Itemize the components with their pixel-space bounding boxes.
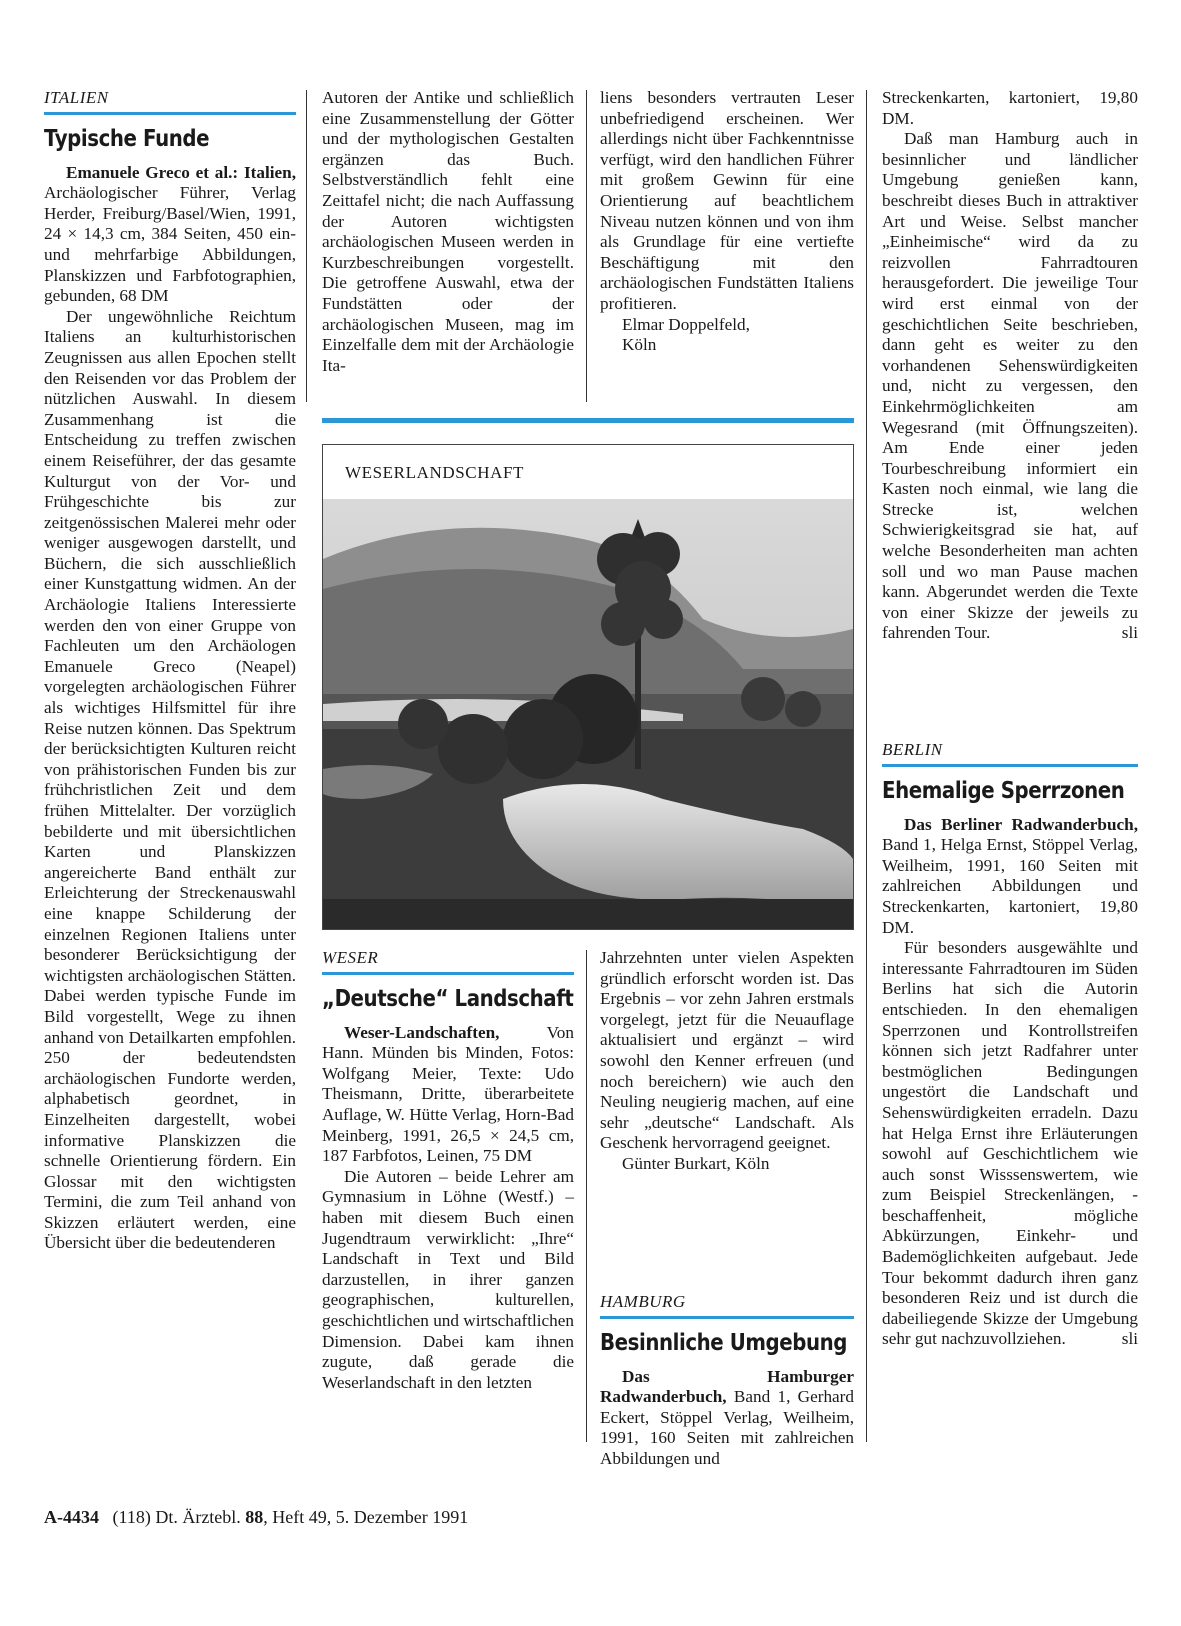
author-city: Köln — [622, 335, 657, 355]
author-name: Elmar Doppelfeld, — [622, 314, 750, 334]
section-kicker: BERLIN — [882, 740, 1138, 767]
author-initials: sli — [1121, 623, 1138, 643]
article-body-text: Daß man Hamburg auch in besinnlicher und ländlicher Umgebung genießen kann, beschreibt dieses Buch in attraktiver Art und Weise. Selbst mancher „Einheimische“ wird da zu reizvollen Fahrradtouren herausgefordert. Die jeweilige Tour wird erst einmal von der geschichtlichen Seite beschrieben, dann geht es weiter zu den vorhandenen Sehenswürdigkeiten und, nicht zu vergessen, den Einkehrmöglichkeiten am Wegesrand (mit Öffnungszeiten). Am Ende einer jeden Tourbeschreibung informiert ein Kasten noch einmal, wie lang die Strecke ist, welchen Schwierigkeitsgrad sie hat, auf welche Besonderheiten man achten soll und wo man Pause machen kann. Abgerundet werden die Texte von einer Skizze der jeweils zu fahrenden Tour. — [882, 129, 1138, 643]
article-italien-end — [600, 88, 854, 356]
section-kicker: HAMBURG — [600, 1292, 854, 1319]
article-body — [882, 938, 1138, 1350]
bibliography-title: Das Berliner Radwanderbuch, — [904, 814, 1138, 834]
section-kicker: WESER — [322, 948, 574, 975]
column-rule — [586, 90, 587, 402]
bibliography-title: Emanuele Greco et al.: Italien, — [66, 162, 296, 182]
journal-volume: 88 — [245, 1507, 264, 1527]
article-headline: Typische Funde — [44, 125, 210, 152]
article-weser — [322, 948, 574, 1393]
photo-box — [322, 444, 854, 930]
bibliography-details: Archäologischer Führer, Verlag Herder, Freiburg/Basel/Wien, 1991, 24 × 14,3 cm, 384 Seiten, 450 ein- und mehrfarbige Abbildungen, Planskizzen und Farbfotographien, gebunden, 68 DM — [44, 183, 296, 306]
page-footer — [44, 1507, 468, 1528]
column-rule — [306, 90, 307, 402]
article-headline: „Deutsche“ Landschaft — [322, 985, 574, 1012]
bibliography-title: Das Hamburger Radwanderbuch, — [600, 1366, 854, 1407]
article-hamburg — [600, 1292, 854, 1470]
bibliography-title: Weser-Landschaften, — [344, 1022, 500, 1042]
journal-citation: (118) Dt. Ärztebl. — [112, 1507, 246, 1527]
article-body-end: liens besonders vertrauten Leser unbefriedigend erscheinen. Wer allerdings nicht über Fachkenntnisse verfügt, wird den handlichen Führer mit großem Gewinn für eine Orientierung auf beachtlichem Niveau nutzen können und von ihm als Grundlage für eine vertiefte Beschäftigung mit den archäologischen Fundstätten Italiens profitieren. — [600, 88, 854, 313]
section-kicker: ITALIEN — [44, 88, 296, 115]
author-name: Günter Burkart, Köln — [622, 1153, 770, 1173]
bibliography-details: Band 1, Gerhard Eckert, Stöppel Verlag, Weilheim, 1991, 160 Seiten mit zahlreichen Abbildungen und — [600, 1387, 854, 1468]
article-italien — [44, 88, 296, 1254]
bibliography — [600, 1367, 854, 1470]
column-rule — [586, 950, 587, 1442]
article-italien-continued — [322, 88, 574, 376]
bibliography — [322, 1023, 574, 1167]
article-body — [882, 129, 1138, 644]
landscape-photo — [323, 499, 853, 929]
article-weser-continued — [600, 948, 854, 1175]
page-code: A-4434 — [44, 1507, 99, 1527]
article-headline: Besinnliche Umgebung — [600, 1329, 848, 1356]
bibliography-continued: Streckenkarten, kartoniert, 19,80 DM. — [882, 88, 1138, 128]
journal-issue: , Heft 49, 5. Dezember 1991 — [263, 1507, 469, 1527]
bibliography-details: Band 1, Helga Ernst, Stöppel Verlag, Weilheim, 1991, 160 Seiten mit zahlreichen Abbildungen und Streckenkarten, kartoniert, 19,80 DM. — [882, 835, 1138, 937]
article-hamburg-continued — [882, 88, 1138, 644]
column-rule — [866, 90, 867, 1442]
article-body-text: Für besonders ausgewählte und interessante Fahrradtouren im Süden Berlins hat sich die Autorin entschieden. In den ehemaligen Sperrzonen und Kontrollstreifen können sich jetzt Radfahrer unter bestmöglichen Bedingungen ungestört die Landschaft und Sehenswürdigkeiten erradeln. Dazu hat Helga Ernst ihre Erläuterungen sowohl auf Geschichtlichem wie auch sonst Wisssenswertem, wie zum Beispiel Streckenlängen, -beschaffenheit, mögliche Abkürzungen, Einkehr- und Bademöglichkeiten aufgebaut. Jede Tour bekommt dadurch ihren ganz besonderen Reiz und ist durch die dabeiliegende Skizze der Umgebung sehr gut nachzuvollziehen. — [882, 938, 1138, 1349]
author-initials: sli — [1121, 1329, 1138, 1349]
bibliography — [882, 815, 1138, 939]
photo-caption: WESERLANDSCHAFT — [345, 463, 525, 482]
section-divider — [322, 418, 854, 423]
article-body-continued: Jahrzehnten unter vielen Aspekten gründlich erforscht worden ist. Das Ergebnis – vor zehn Jahren erstmals vorgelegt, jetzt für die Neuauflage aktualisiert und ergänzt – wird sowohl den Kenner erfreuen (und noch bereichern) wie auch den Neuling neugierig machen, auf eine sehr „deutsche“ Landschaft. Als Geschenk hervorragend geeignet. — [600, 948, 854, 1153]
article-body-continued: Autoren der Antike und schließlich eine Zusammenstellung der Götter und der mythologischen Gestalten ergänzen das Buch. Selbstverständlich fehlt eine Zeittafel nicht; die nach Auffassung der Autoren wichtigsten archäologischen Museen werden in Kurzbeschreibungen vorgestellt. Die getroffene Auswahl, etwa der Fundstätten oder der archäologischen Museen, mag im Einzelfalle dem mit der Archäologie Ita- — [322, 88, 574, 375]
article-berlin — [882, 740, 1138, 1350]
bibliography — [44, 163, 296, 307]
article-headline: Ehemalige Sperrzonen — [882, 777, 1125, 804]
article-body: Die Autoren – beide Lehrer am Gymnasium in Löhne (Westf.) – haben mit diesem Buch einen Jugendtraum verwirklicht: „Ihre“ Landschaft in Text und Bild darzustellen, in ihrer ganzen geographischen, kulturellen, geschichtlichen und wirtschaftlichen Dimension. Dabei kam ihnen zugute, daß gerade die Weserlandschaft in den letzten — [322, 1166, 574, 1392]
article-body: Der ungewöhnliche Reichtum Italiens an kulturhistorischen Zeugnissen aus allen Epochen stellt den Reisenden vor das Problem der nützlichen Auswahl. In diesem Zusammenhang ist die Entscheidung zu treffen zwischen einem Reiseführer, der das gesamte Kulturgut von der Vor- und Frühgeschichte bis zur zeitgenössischen Malerei mehr oder weniger ausgewogen darstellt, und Büchern, die sich ausschließlich einer Kunstgattung widmen. An der Archäologie Italiens Interessierte werden den von einer Gruppe von Fachleuten um den Archäologen Emanuele Greco (Neapel) vorgelegten archäologischen Führer als wichtiges Hilfsmittel für ihre Reise nutzen können. Das Spektrum der berücksichtigten Kulturen reicht von prähistorischen Funden bis zur frühchristlichen Zeit und dem frühen Mittelalter. Der vorzüglich bebilderte und mit übersichtlichen Karten und Planskizzen angereicherte Band enthält zur Erleichterung der Streckenauswahl eine knappe Schilderung der einzelnen Regionen Italiens unter besonderer Berücksichtigung der wichtigsten archäologischen Stätten. Dabei werden typische Funde im Bild vorgestellt, Wege zu ihnen anhand von Detailkarten empfohlen. 250 der bedeutendsten archäologischen Fundorte werden, alphabetisch geordnet, in Einzelheiten dargestellt, wobei informative Planskizzen die schnelle Orientierung fördern. Ein Glossar mit den wichtigsten Termini, die zum Teil anhand von Skizzen erläutert werden, eine Übersicht über die bedeutenderen — [44, 306, 296, 1253]
bibliography-details: Von Hann. Münden bis Minden, Fotos: Wolfgang Meier, Texte: Udo Theismann, Dritte, überarbeitete Auflage, W. Hütte Verlag, Horn-Bad Meinberg, 1991, 26,5 × 24,5 cm, 187 Farbfotos, Leinen, 75 DM — [322, 1022, 574, 1166]
